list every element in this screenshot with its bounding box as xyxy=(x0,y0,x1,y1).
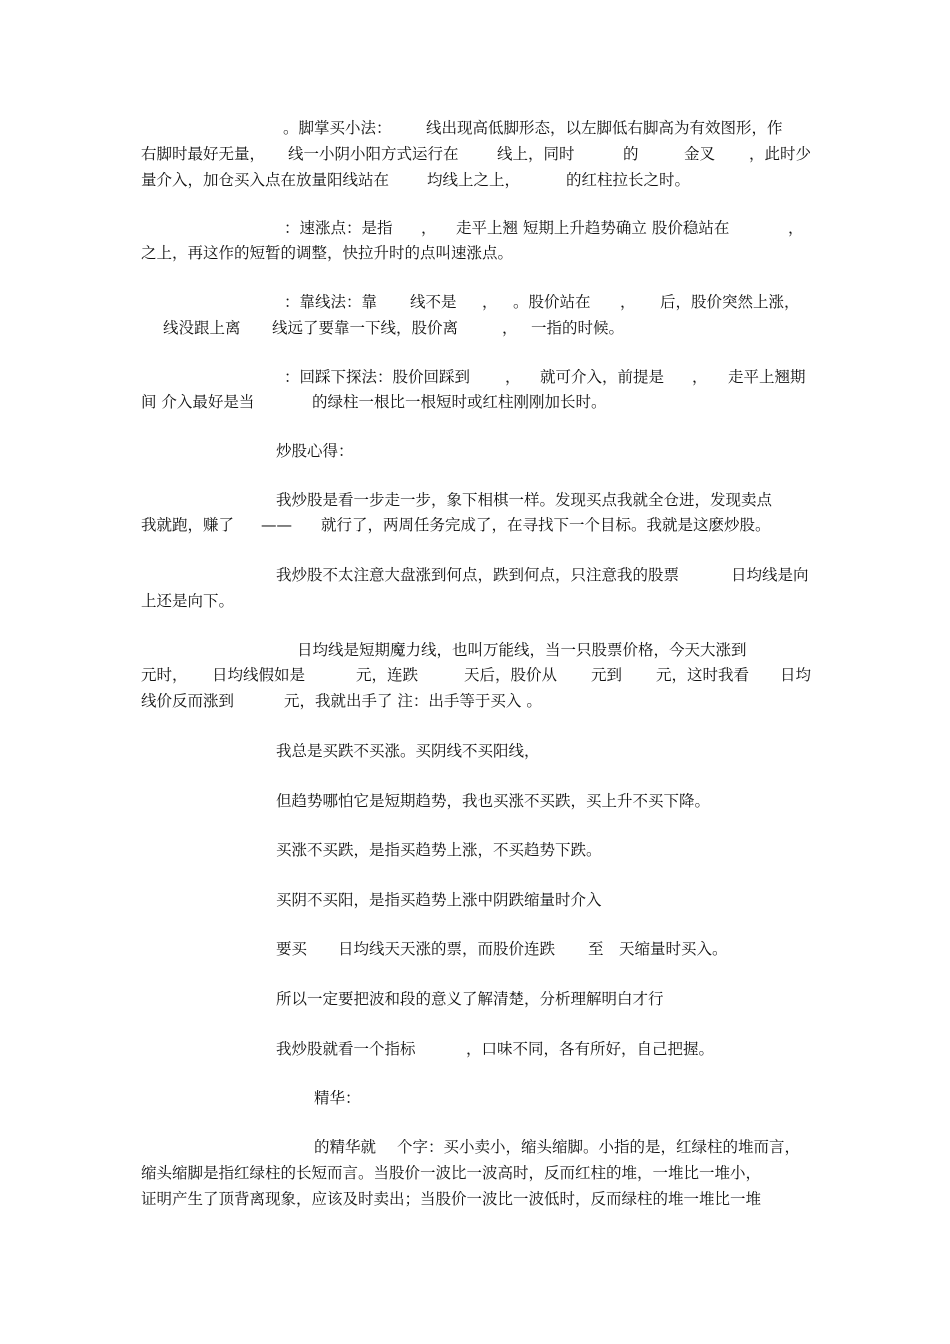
paragraph-line xyxy=(0,215,950,241)
text-segment: 间 介入最好是当 xyxy=(141,393,255,411)
text-segment: 所以一定要把波和段的意义了解清楚，分析理解明白才行 xyxy=(276,990,664,1008)
text-segment: ， xyxy=(692,368,708,386)
text-segment: 。脚掌买小法： xyxy=(283,119,392,137)
text-segment: —— xyxy=(261,516,292,534)
text-segment: 日均线是向 xyxy=(731,566,809,584)
paragraph-line xyxy=(0,1186,950,1212)
paragraph-line xyxy=(0,487,950,513)
paragraph-line xyxy=(0,289,950,315)
text-segment: 至 xyxy=(588,940,604,958)
text-segment: ：靠线法：靠 xyxy=(284,293,378,311)
text-segment: 元到 xyxy=(591,666,623,684)
paragraph-line xyxy=(0,315,950,341)
text-segment: 元，这时我看 xyxy=(656,666,750,684)
paragraph-line xyxy=(0,389,950,415)
text-segment: 线没跟上离 xyxy=(163,319,241,337)
paragraph-line xyxy=(0,688,950,714)
paragraph-line xyxy=(0,986,950,1012)
text-segment: 的绿柱一根比一根短时或红柱刚刚加长时。 xyxy=(312,393,607,411)
text-segment: 后，股价突然上涨， xyxy=(660,293,800,311)
text-segment: 线出现高低脚形态，以左脚低右脚高为有效图形，作 xyxy=(426,119,783,137)
paragraph-line xyxy=(0,240,950,266)
text-segment: 天缩量时买入。 xyxy=(619,940,728,958)
text-segment: 我炒股就看一个指标 xyxy=(276,1040,416,1058)
text-segment: 量介入，加仓买入点在放量阳线站在 xyxy=(141,171,390,189)
paragraph-line xyxy=(0,588,950,614)
text-segment: ：回踩下探法：股价回踩到 xyxy=(284,368,471,386)
heading-text: 精华： xyxy=(314,1089,361,1107)
section-heading xyxy=(0,438,950,464)
text-segment: 要买 xyxy=(276,940,308,958)
paragraph-line xyxy=(0,738,950,764)
text-segment: 一指的时候。 xyxy=(531,319,625,337)
text-segment: 我炒股不太注意大盘涨到何点，跌到何点，只注意我的股票 xyxy=(276,566,680,584)
text-segment: 。股价站在 xyxy=(513,293,591,311)
text-segment: 我就跑，赚了 xyxy=(141,516,235,534)
text-segment: 我总是买跌不买涨。买阴线不买阳线， xyxy=(276,742,540,760)
text-segment: ，口味不同，各有所好，自己把握。 xyxy=(466,1040,715,1058)
text-segment: 天后，股价从 xyxy=(464,666,558,684)
text-segment: 线远了要靠一下线，股价离 xyxy=(272,319,459,337)
text-segment: ， xyxy=(502,319,518,337)
text-segment: 的红柱拉长之时。 xyxy=(566,171,691,189)
text-segment: 之上，再这作的短暂的调整，快拉升时的点叫速涨点。 xyxy=(141,244,514,262)
text-segment: 元，连跌 xyxy=(356,666,419,684)
paragraph-line xyxy=(0,1160,950,1186)
paragraph-line xyxy=(0,936,950,962)
text-segment: 的精华就 xyxy=(314,1138,377,1156)
text-segment: 走平上翘期 xyxy=(728,368,806,386)
text-segment: 证明产生了顶背离现象，应该及时卖出；当股价一波比一波低时，反而绿柱的堆一堆比一堆 xyxy=(141,1190,762,1208)
text-segment: 但趋势哪怕它是短期趋势，我也买涨不买跌，买上升不买下降。 xyxy=(276,792,711,810)
text-segment: 买涨不买跌，是指买趋势上涨，不买趋势下跌。 xyxy=(276,841,602,859)
text-segment: 右脚时最好无量， xyxy=(141,145,266,163)
text-segment: ， xyxy=(482,293,498,311)
text-segment: 日均线天天涨的票，而股价连跌 xyxy=(338,940,556,958)
text-segment: 个字：买小卖小，缩头缩脚。小指的是，红绿柱的堆而言， xyxy=(397,1138,801,1156)
text-segment: 日均 xyxy=(780,666,812,684)
paragraph-line xyxy=(0,788,950,814)
text-segment: 买阴不买阳，是指买趋势上涨中阴跌缩量时介入 xyxy=(276,891,602,909)
paragraph-line xyxy=(0,115,950,141)
paragraph-line xyxy=(0,562,950,588)
paragraph-line xyxy=(0,364,950,390)
paragraph-line xyxy=(0,141,950,167)
paragraph-line xyxy=(0,637,950,663)
text-segment: 就可介入，前提是 xyxy=(540,368,665,386)
text-segment: 线上，同时 xyxy=(497,145,575,163)
paragraph-line xyxy=(0,887,950,913)
paragraph-line xyxy=(0,837,950,863)
text-segment: 走平上翘 短期上升趋势确立 股价稳站在 xyxy=(456,219,730,237)
text-segment: ，此时少 xyxy=(749,145,812,163)
text-segment: 就行了，两周任务完成了，在寻找下一个目标。我就是这麽炒股。 xyxy=(321,516,771,534)
text-segment: 线价反而涨到 xyxy=(141,692,235,710)
text-segment: 上还是向下。 xyxy=(141,592,235,610)
text-segment: 均线上之上， xyxy=(427,171,521,189)
text-segment: ， xyxy=(421,219,437,237)
paragraph-line xyxy=(0,662,950,688)
text-segment: 线不是 xyxy=(410,293,457,311)
text-segment: 缩头缩脚是指红绿柱的长短而言。当股价一波比一波高时，反而红柱的堆，一堆比一堆小， xyxy=(141,1164,762,1182)
section-heading xyxy=(0,1085,950,1111)
text-segment: 线一小阴小阳方式运行在 xyxy=(288,145,459,163)
text-segment: ：速涨点：是指 xyxy=(284,219,393,237)
text-segment: 元，我就出手了 注：出手等于买入 。 xyxy=(284,692,542,710)
paragraph-line xyxy=(0,1134,950,1160)
paragraph-line xyxy=(0,1036,950,1062)
text-segment: ， xyxy=(505,368,521,386)
text-segment: ， xyxy=(788,219,804,237)
text-segment: 金叉 xyxy=(684,145,716,163)
text-segment: 日均线是短期魔力线，也叫万能线，当一只股票价格，今天大涨到 xyxy=(297,641,747,659)
paragraph-line xyxy=(0,167,950,193)
text-segment: 的 xyxy=(623,145,639,163)
text-segment: 元时， xyxy=(141,666,188,684)
text-segment: 我炒股是看一步走一步，象下相棋一样。发现买点我就全仓进，发现卖点 xyxy=(276,491,773,509)
paragraph-line xyxy=(0,512,950,538)
heading-text: 炒股心得： xyxy=(276,442,354,460)
text-segment: ， xyxy=(620,293,636,311)
text-segment: 日均线假如是 xyxy=(212,666,306,684)
